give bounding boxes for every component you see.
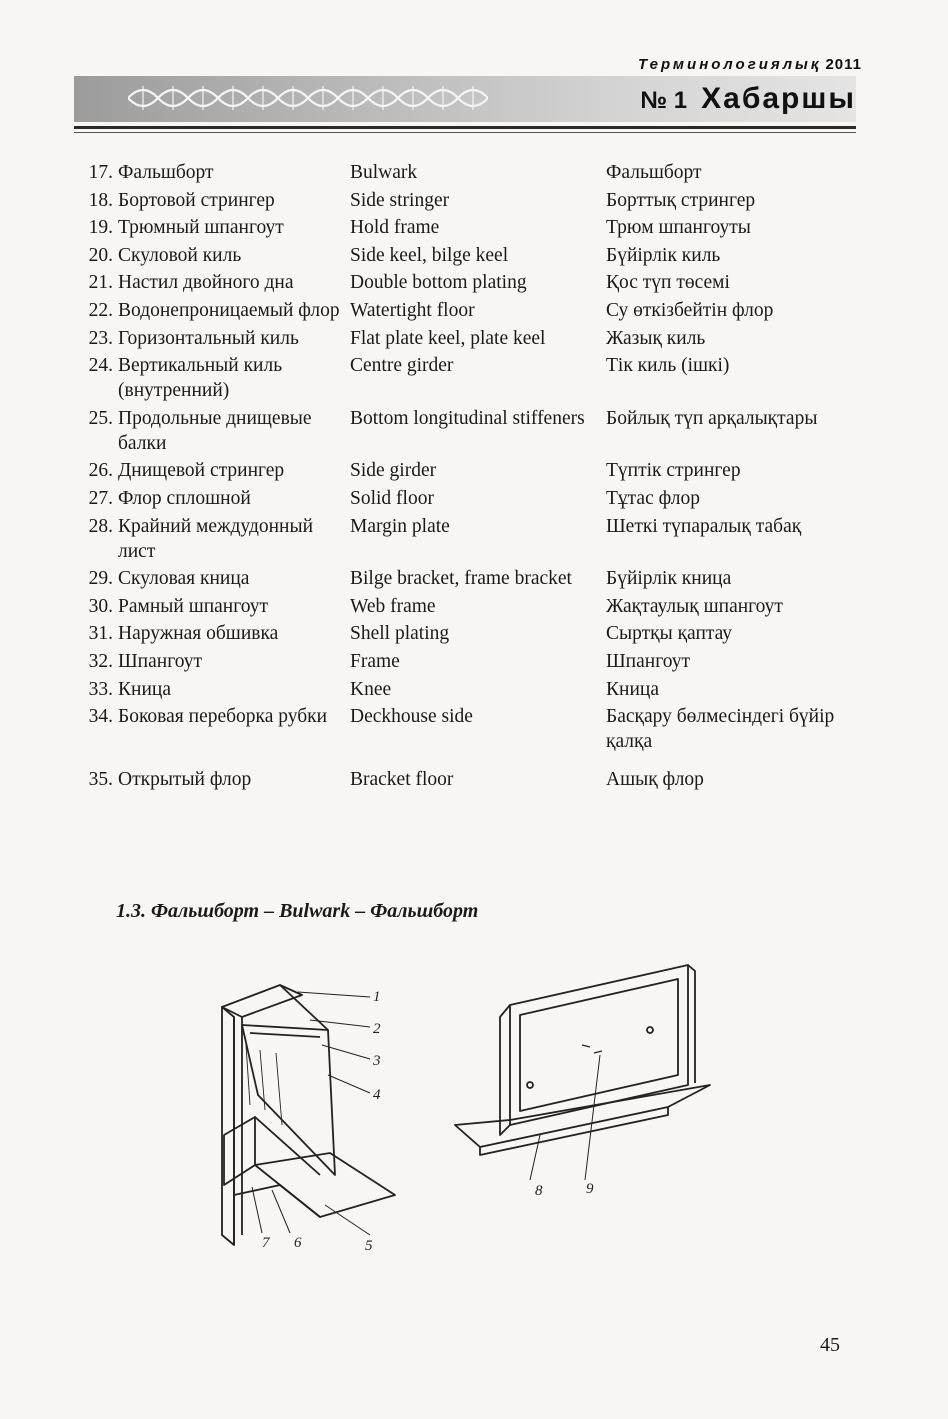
term-row bbox=[84, 406, 864, 456]
term-row bbox=[84, 514, 864, 564]
term-kazakh: Тік киль (ішкі) bbox=[606, 355, 730, 377]
term-english: Hold frame bbox=[350, 217, 440, 239]
term-row bbox=[84, 649, 864, 674]
term-english: Deckhouse side bbox=[350, 706, 473, 728]
term-row bbox=[84, 704, 864, 754]
term-russian: Боковая переборка рубки bbox=[118, 706, 328, 728]
term-kazakh: Түптік стрингер bbox=[606, 460, 741, 482]
term-english: Web frame bbox=[350, 595, 436, 617]
term-russian: Фальшборт bbox=[118, 162, 214, 183]
term-row bbox=[84, 621, 864, 646]
term-number: 22. bbox=[88, 299, 113, 321]
term-russian: Бортовой стрингер bbox=[118, 189, 275, 211]
term-english: Side stringer bbox=[350, 189, 450, 211]
term-russian: Крайний междудонный лист bbox=[118, 515, 314, 562]
term-kazakh: Фальшборт bbox=[606, 162, 702, 183]
term-row bbox=[84, 270, 864, 295]
term-number: 27. bbox=[88, 487, 113, 509]
bulwark-plate bbox=[222, 1007, 234, 1245]
term-row bbox=[84, 677, 864, 702]
journal-name bbox=[600, 56, 862, 73]
term-kazakh: Бүйірлік кница bbox=[606, 568, 732, 590]
term-russian: Флор сплошной bbox=[118, 487, 251, 509]
term-number: 26. bbox=[88, 460, 113, 482]
journal-word: Терминологиялық bbox=[638, 56, 822, 73]
term-kazakh: Қос түп төсемі bbox=[606, 272, 730, 294]
bulwark-panel bbox=[510, 965, 688, 1125]
term-kazakh: Борттық стрингер bbox=[606, 189, 756, 211]
figure-label-4: 4 bbox=[373, 1087, 381, 1103]
term-russian: Горизонтальный киль bbox=[118, 327, 299, 349]
figure-label-5: 5 bbox=[365, 1238, 373, 1254]
page-number: 45 bbox=[820, 1334, 840, 1356]
term-kazakh: Сыртқы қаптау bbox=[606, 623, 733, 645]
term-number: 33. bbox=[88, 678, 113, 700]
term-russian: Скуловая кница bbox=[118, 568, 250, 590]
header-rule bbox=[74, 126, 856, 129]
term-russian: Днищевой стрингер bbox=[118, 460, 285, 482]
term-russian: Открытый флор bbox=[118, 768, 252, 790]
term-english: Watertight floor bbox=[350, 299, 475, 321]
term-row bbox=[84, 486, 864, 511]
term-row bbox=[84, 298, 864, 323]
terms-table bbox=[84, 160, 864, 794]
term-number: 32. bbox=[88, 650, 113, 672]
issue-title bbox=[560, 82, 856, 116]
figure-label-6: 6 bbox=[294, 1235, 302, 1251]
figure-caption: 1.3. Фальшборт – Bulwark – Фальшборт bbox=[116, 900, 479, 922]
term-number: 30. bbox=[88, 595, 113, 617]
term-russian: Трюмный шпангоут bbox=[118, 217, 284, 239]
header-rule-thin bbox=[74, 132, 856, 133]
deck-base bbox=[455, 1085, 710, 1147]
bulwark-top-rail bbox=[222, 985, 302, 1017]
term-russian: Шпангоут bbox=[118, 650, 202, 672]
row-spacer bbox=[84, 757, 864, 767]
term-kazakh: Ашық флор bbox=[606, 768, 704, 790]
term-number: 28. bbox=[88, 515, 113, 537]
term-row bbox=[84, 215, 864, 240]
term-number: 35. bbox=[88, 768, 113, 790]
term-russian: Наружная обшивка bbox=[118, 623, 279, 645]
term-row bbox=[84, 326, 864, 351]
term-english: Knee bbox=[350, 678, 392, 700]
term-number: 24. bbox=[88, 355, 113, 377]
term-kazakh: Бүйірлік киль bbox=[606, 244, 721, 266]
term-row bbox=[84, 767, 864, 792]
figure-label-1: 1 bbox=[373, 989, 381, 1005]
term-russian: Скуловой киль bbox=[118, 244, 242, 266]
term-english: Shell plating bbox=[350, 623, 450, 645]
term-english: Flat plate keel, plate keel bbox=[350, 327, 546, 349]
figure-label-3: 3 bbox=[373, 1053, 381, 1069]
term-kazakh: Шеткі түпаралық табақ bbox=[606, 515, 802, 537]
bulwark-diagram bbox=[210, 935, 730, 1260]
term-russian: Кница bbox=[118, 678, 171, 700]
figure-label-2: 2 bbox=[373, 1021, 381, 1037]
term-number: 18. bbox=[88, 189, 113, 211]
term-kazakh: Шпангоут bbox=[606, 650, 690, 672]
ornament-decoration bbox=[128, 80, 488, 116]
term-number: 19. bbox=[88, 217, 113, 239]
term-russian: Рамный шпангоут bbox=[118, 595, 269, 617]
term-number: 25. bbox=[88, 407, 113, 429]
term-english: Side keel, bilge keel bbox=[350, 244, 509, 266]
term-row bbox=[84, 566, 864, 591]
figure-label-8: 8 bbox=[535, 1183, 543, 1199]
term-row bbox=[84, 243, 864, 268]
term-english: Frame bbox=[350, 650, 400, 672]
figure-label-9: 9 bbox=[586, 1181, 594, 1197]
term-russian: Вертикальный киль (внутренний) bbox=[118, 355, 283, 402]
term-russian: Настил двойного дна bbox=[118, 272, 294, 294]
term-english: Bulwark bbox=[350, 162, 418, 183]
term-kazakh: Бойлық түп арқалықтары bbox=[606, 407, 818, 429]
term-english: Margin plate bbox=[350, 515, 450, 537]
term-number: 21. bbox=[88, 272, 113, 294]
term-english: Bracket floor bbox=[350, 768, 454, 790]
term-russian: Продольные днищевые балки bbox=[118, 407, 312, 454]
term-row bbox=[84, 458, 864, 483]
figure-label-7: 7 bbox=[262, 1235, 270, 1251]
bulwark-stay bbox=[242, 1025, 335, 1175]
term-row bbox=[84, 188, 864, 213]
term-number: 20. bbox=[88, 244, 113, 266]
journal-year: 2011 bbox=[825, 56, 862, 73]
term-number: 17. bbox=[88, 162, 113, 183]
term-english: Bottom longitudinal stiffeners bbox=[350, 407, 585, 429]
issue-number: № 1 bbox=[640, 87, 688, 114]
term-row bbox=[84, 353, 864, 403]
term-english: Centre girder bbox=[350, 355, 454, 377]
term-row bbox=[84, 594, 864, 619]
term-row bbox=[84, 160, 864, 185]
term-kazakh: Жақтаулық шпангоут bbox=[606, 595, 783, 617]
term-english: Side girder bbox=[350, 460, 437, 482]
term-english: Solid floor bbox=[350, 487, 434, 509]
journal-title: Хабаршы bbox=[701, 82, 856, 115]
term-kazakh: Басқару бөлмесіндегі бүйір қалқа bbox=[606, 706, 835, 753]
term-number: 23. bbox=[88, 327, 113, 349]
term-kazakh: Кница bbox=[606, 678, 659, 700]
term-english: Double bottom plating bbox=[350, 272, 527, 294]
term-kazakh: Трюм шпангоуты bbox=[606, 217, 751, 239]
term-number: 34. bbox=[88, 706, 113, 728]
term-number: 29. bbox=[88, 568, 113, 590]
term-kazakh: Тұтас флор bbox=[606, 487, 700, 509]
term-russian: Водонепроницаемый флор bbox=[118, 299, 340, 321]
term-kazakh: Жазық киль bbox=[606, 327, 706, 349]
term-kazakh: Су өткізбейтін флор bbox=[606, 299, 774, 321]
term-number: 31. bbox=[88, 623, 113, 645]
term-english: Bilge bracket, frame bracket bbox=[350, 568, 572, 590]
